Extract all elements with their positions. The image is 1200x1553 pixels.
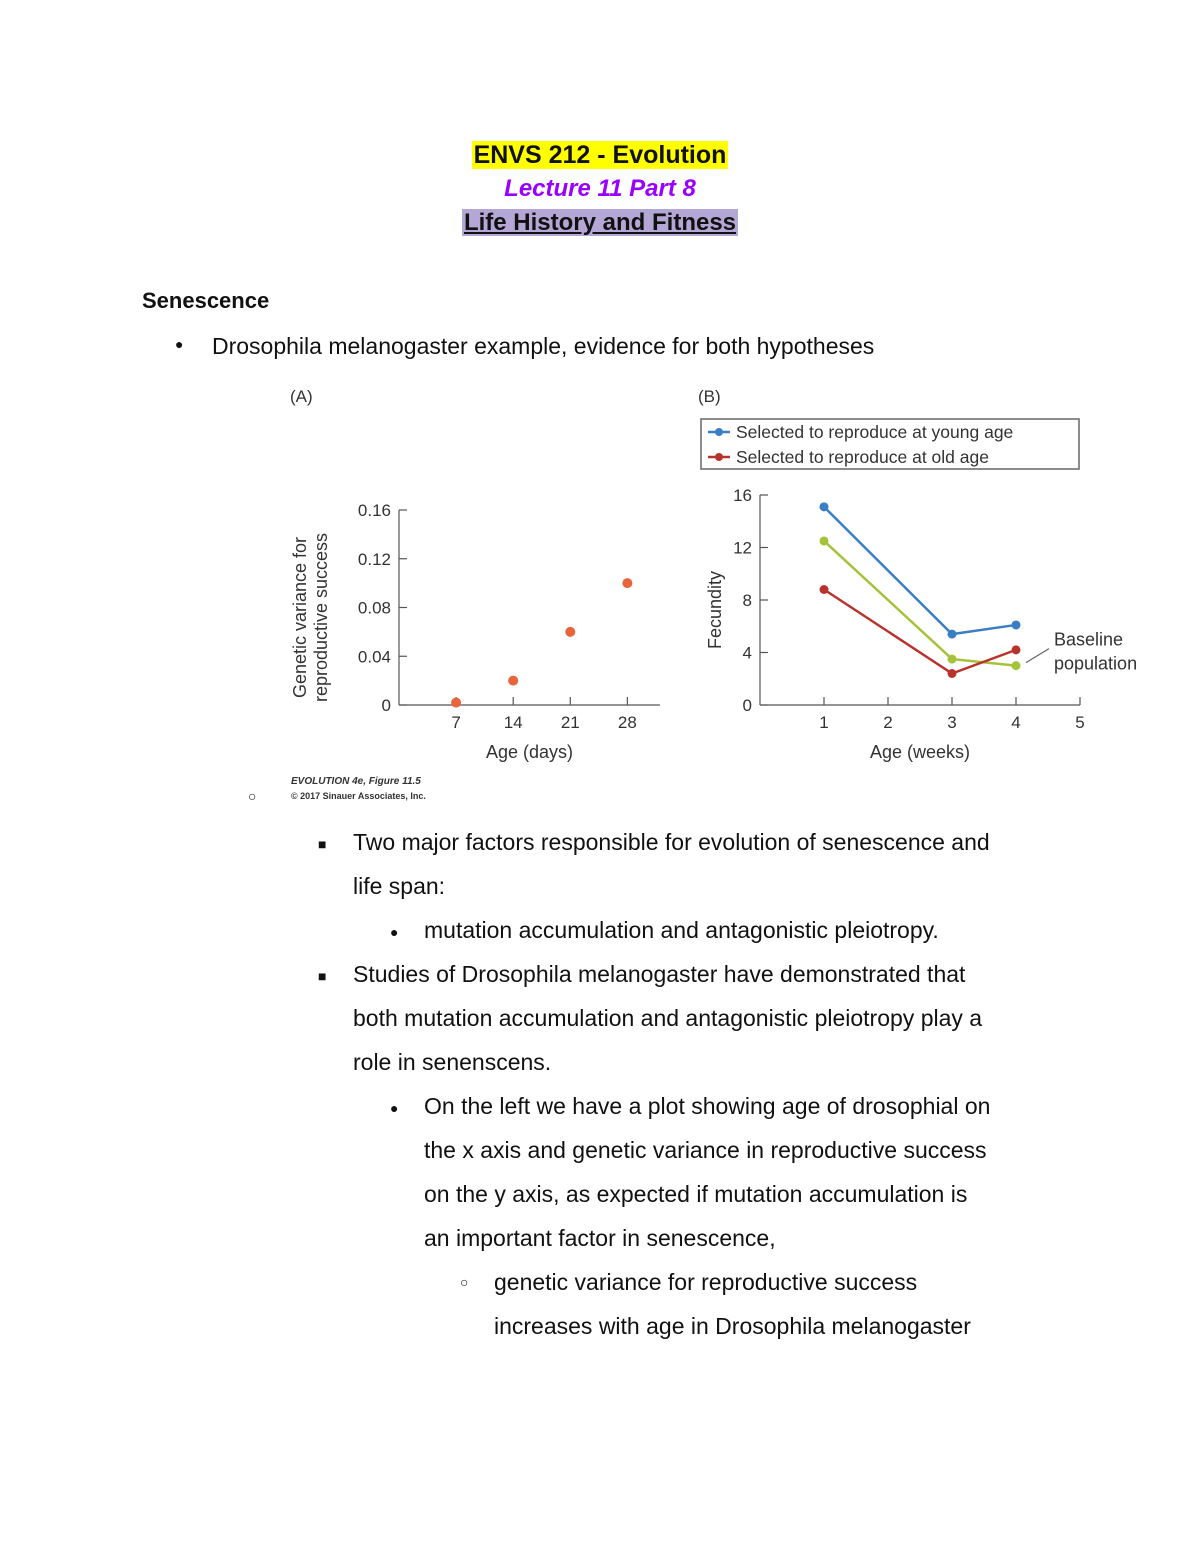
x-tick-label: 2 [883, 713, 893, 732]
x-tick-label: 1 [819, 713, 829, 732]
annotation-pointer [1026, 649, 1049, 663]
x-tick-label: 7 [451, 713, 461, 732]
series-point [820, 502, 829, 511]
panel-b [698, 387, 1137, 762]
y-tick-label: 0.12 [357, 549, 391, 569]
y-tick-label: 0 [742, 696, 752, 715]
y-axis-label: Fecundity [705, 570, 725, 650]
y-tick-label: 0.16 [357, 501, 391, 520]
x-tick-label: 5 [1075, 713, 1085, 732]
data-point [565, 627, 575, 637]
panel-label: (A) [290, 387, 313, 406]
figure-11-5 [280, 380, 1140, 810]
x-axis-label: Age (days) [485, 742, 574, 762]
y-tick-label: 16 [733, 486, 752, 505]
series-point [820, 585, 829, 594]
series-point [1012, 645, 1021, 654]
course-title: ENVS 212 - Evolution [473, 141, 727, 169]
topic-title: Life History and Fitness [463, 209, 737, 236]
figure-credit-copyright: © 2017 Sinauer Associates, Inc. [291, 791, 426, 801]
series-point [1012, 661, 1021, 670]
annotation-label: Baseline [1054, 629, 1124, 650]
series-point [820, 536, 829, 545]
series-point [948, 669, 957, 678]
bullet-dot-icon: ● [390, 1100, 399, 1116]
note-line: both mutation accumulation and antagonistic pleiotropy play a [353, 1005, 983, 1031]
x-tick-label: 3 [947, 713, 957, 732]
note-line: life span: [353, 873, 446, 899]
series-point [1012, 620, 1021, 629]
lecture-subtitle: Lecture 11 Part 8 [504, 175, 696, 202]
data-point [451, 698, 461, 708]
note-line: mutation accumulation and antagonistic pleiotropy. [424, 917, 939, 943]
y-tick-label: 0.08 [357, 598, 391, 618]
annotation-label: population [1054, 653, 1138, 674]
panel-a [290, 387, 660, 762]
note-line: On the left we have a plot showing age of drosophial on [424, 1093, 991, 1119]
square-bullet-icon: ■ [318, 968, 327, 984]
series-point [948, 630, 957, 639]
note-line: on the y axis, as expected if mutation accumulation is [424, 1181, 968, 1207]
x-tick-label: 4 [1011, 713, 1021, 732]
panel-label: (B) [698, 387, 721, 406]
x-tick-label: 14 [503, 713, 523, 732]
legend-swatch-marker [715, 453, 723, 461]
series-line [824, 507, 1016, 634]
legend-swatch-marker [715, 428, 723, 436]
figure-credit-title: EVOLUTION 4e, Figure 11.5 [291, 776, 421, 787]
y-tick-label: 4 [742, 643, 752, 663]
note-line: increases with age in Drosophila melanogaster [494, 1313, 971, 1339]
note-line: Studies of Drosophila melanogaster have demonstrated that [353, 961, 966, 987]
note-line: Two major factors responsible for evolution of senescence and [353, 829, 990, 855]
note-line: role in senenscens. [353, 1049, 552, 1075]
x-tick-label: 21 [560, 713, 580, 732]
square-bullet-icon: ■ [318, 836, 327, 852]
y-tick-label: 0 [381, 696, 391, 715]
x-axis-label: Age (weeks) [869, 742, 971, 762]
legend-entry: Selected to reproduce at old age [736, 447, 989, 467]
y-tick-label: 0.04 [357, 647, 391, 667]
bullet-dot-icon: ● [390, 924, 399, 940]
data-point [508, 676, 518, 686]
y-tick-label: 8 [742, 591, 752, 610]
note-line: the x axis and genetic variance in reproductive success [424, 1137, 987, 1163]
series-point [948, 655, 957, 664]
bullet-text: Drosophila melanogaster example, evidence for both hypotheses [212, 333, 875, 359]
y-tick-label: 12 [733, 538, 752, 558]
section-heading: Senescence [142, 288, 270, 313]
legend-entry: Selected to reproduce at young age [736, 422, 1014, 442]
note-line: an important factor in senescence, [424, 1225, 776, 1251]
hollow-bullet-icon: ○ [248, 788, 257, 804]
data-point [622, 578, 632, 588]
note-line: genetic variance for reproductive success [494, 1269, 918, 1295]
hollow-bullet-icon: ○ [460, 1274, 469, 1290]
bullet-dot-icon: ● [175, 336, 184, 352]
y-axis-label: Genetic variance forreproductive success [290, 532, 331, 703]
x-tick-label: 28 [617, 713, 637, 732]
